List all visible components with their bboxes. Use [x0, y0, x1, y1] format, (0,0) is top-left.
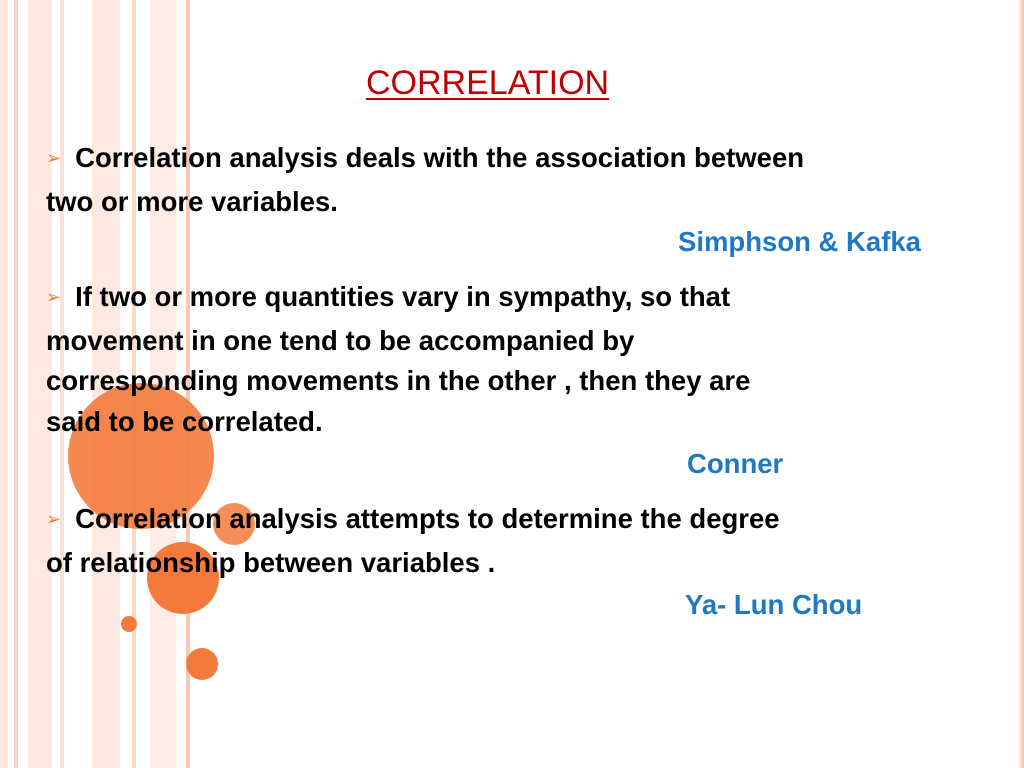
arrow-bullet-icon: ➢ — [46, 148, 62, 168]
bullet-2-line-4: said to be correlated. — [46, 405, 323, 437]
bullet-1-line-1: Correlation analysis deals with the association between — [75, 142, 805, 173]
arrow-bullet-icon: ➢ — [46, 509, 62, 529]
bullet-point-2 — [46, 277, 1006, 442]
slide-title: CORRELATION — [366, 64, 610, 102]
bullet-1-line-2: two or more variables. — [46, 185, 338, 217]
citation-2: Conner — [687, 448, 784, 479]
decorative-circle-small-lower — [186, 648, 218, 680]
bullet-2-line-1: If two or more quantities vary in sympathy, so that — [75, 281, 731, 312]
citation-1: Simphson & Kafka — [678, 226, 921, 257]
decorative-circle-tiny — [121, 616, 137, 632]
arrow-bullet-icon: ➢ — [46, 287, 62, 307]
bullet-3-line-1: Correlation analysis attempts to determine the degree — [75, 503, 780, 534]
bullet-2-line-2: movement in one tend to be accompanied by — [46, 324, 635, 356]
bullet-2-line-3: corresponding movements in the other , then they are — [46, 365, 751, 396]
bullet-3-line-2: of relationship between variables . — [46, 546, 496, 578]
bullet-point-1 — [46, 138, 1006, 222]
decorative-right-edge — [1018, 0, 1024, 768]
slide-title-container — [366, 64, 609, 103]
citation-3: Ya- Lun Chou — [685, 589, 863, 620]
bullet-point-3 — [46, 499, 1006, 583]
